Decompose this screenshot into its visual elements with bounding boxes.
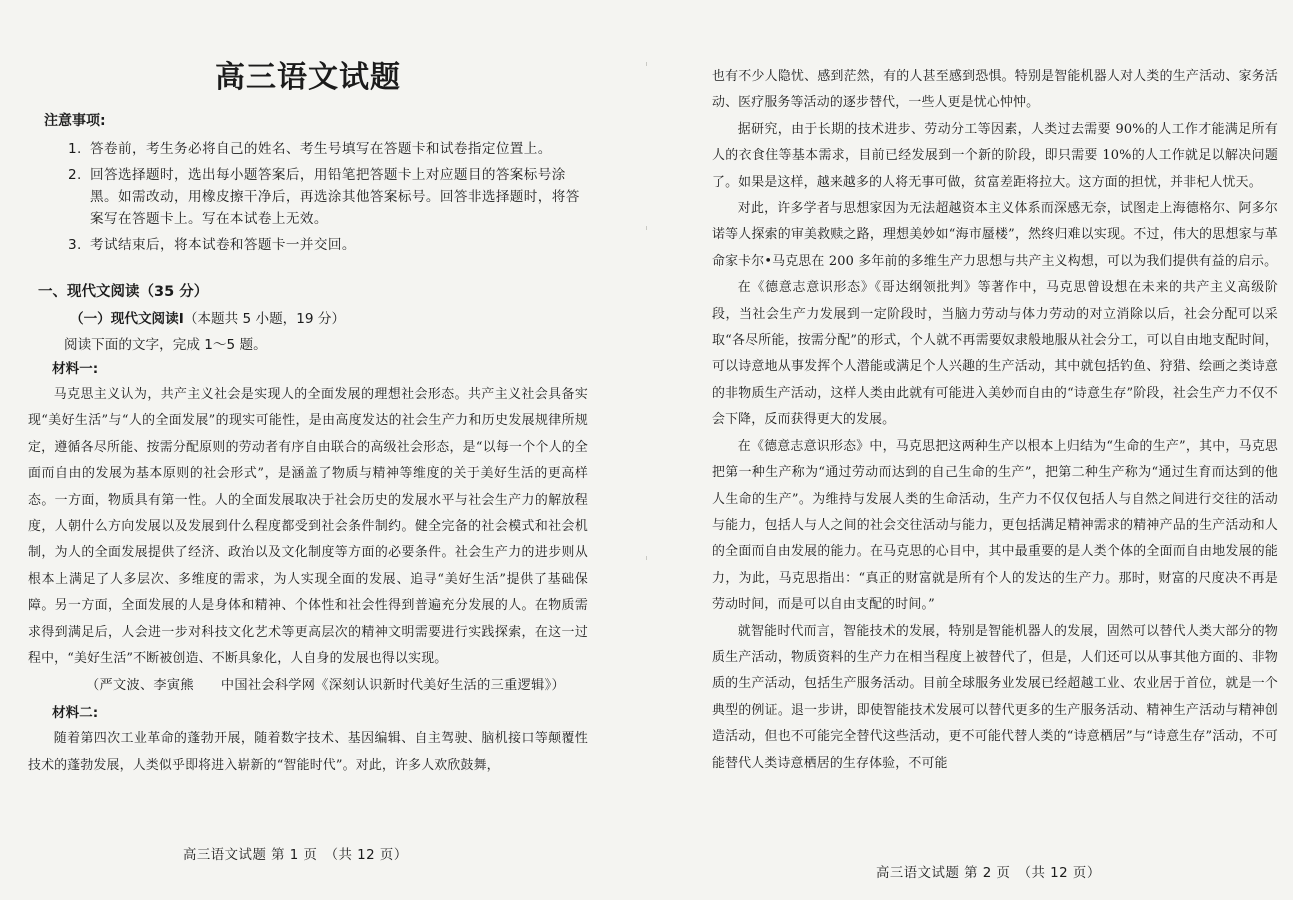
paragraph: 就智能时代而言，智能技术的发展，特别是智能机器人的发展，固然可以替代人类大部分的物质生产活动，物质资料的生产力在相当程度上被替代了，但是，人们还可以从事其他方面的、非物质的生产活动，包括生产服务活动。目前全球服务业发展已经超越工业、农业居于首位，就是一个典型的例证。退一步讲，即使智能技术发展可以替代更多的生产服务活动、精神生产活动与精神创造活动，但也不可能完全替代这些活动，更不可能代替人类的“诗意栖居”与“诗意生存”活动，不可能替代人类诗意栖居的生存体验，不可能 <box>712 623 1278 771</box>
fold-mark <box>646 62 647 66</box>
fold-mark <box>646 556 647 560</box>
notice-item <box>68 138 588 160</box>
material-1-label: 材料一: <box>52 361 99 377</box>
notice-text: 考试结束后，将本试卷和答题卡一并交回。 <box>90 237 356 253</box>
paragraph: 对此，许多学者与思想家因为无法超越资本主义体系而深感无奈，试图走上海德格尔、阿多尔诺等人探索的审美救赎之路，理想美妙如“海市蜃楼”，然终归难以实现。不过，伟大的思想家与革命家卡尔•马克思在 200 多年前的多维生产力思想与共产主义构想，可以为我们提供有益的启示。 <box>712 201 1278 269</box>
subsection-title: （一）现代文阅读Ⅰ <box>70 311 184 327</box>
exam-title: 高三语文试题 <box>215 60 401 95</box>
reading-instruction: 阅读下面的文字，完成 1～5 题。 <box>64 337 267 353</box>
notice-item <box>68 164 588 230</box>
material-1-text: 马克思主义认为，共产主义社会是实现人的全面发展的理想社会形态。共产主义社会具备实现“美好生活”与“人的全面发展”的现实可能性，是由高度发达的社会生产力和历史发展规律所规定，遵循各尽所能、按需分配原则的劳动者有序自由联合的高级社会形态，是“以每一个个人的全面而自由的发展为基本原则的社会形式”，是涵盖了物质与精神等维度的关于美好生活的更高样态。一方面，物质具有第一性。人的全面发展取决于社会历史的发展水平与社会生产力的解放程度，人朝什么方向发展以及发展到什么程度都受到社会条件制约。健全完备的社会模式和社会机制，为人的全面发展提供了经济、政治以及文化制度等方面的必要条件。社会生产力的进步则从根本上满足了人多层次、多维度的需求，为人实现全面的发展、追寻“美好生活”提供了基础保障。另一方面，全面发展的人是身体和精神、个体性和社会性得到普遍充分发展的人。在物质需求得到满足后，人会进一步对科技文化艺术等更高层次的精神文明需要进行实践探索，在这一过程中，“美好生活”不断被创造、不断具象化，人自身的发展也得以实现。 <box>28 387 588 667</box>
notice-text: 回答选择题时，选出每小题答案后，用铅笔把答题卡上对应题目的答案标号涂黑。如需改动，用橡皮擦干净后，再选涂其他答案标号。回答非选择题时，将答案写在答题卡上。写在本试卷上无效。 <box>90 167 580 227</box>
paragraph: 据研究，由于长期的技术进步、劳动分工等因素，人类过去需要 90%的人工作才能满足所有人的衣食住等基本需求，目前已经发展到一个新的阶段，即只需要 10%的人工作就足以解决问题了。如果是这样，越来越多的人将无事可做，贫富差距将拉大。这方面的担忧，并非杞人忧天。 <box>712 121 1278 190</box>
page-1 <box>28 0 588 900</box>
section-heading: 一、现代文阅读（35 分） <box>38 284 209 300</box>
notice-text: 答卷前，考生务必将自己的姓名、考生号填写在答题卡和试卷指定位置上。 <box>90 141 552 157</box>
notice-number: 1. <box>68 141 82 157</box>
notice-heading: 注意事项: <box>44 113 106 129</box>
paragraph: 在《德意志意识形态》中，马克思把这两种生产以根本上归结为“生命的生产”，其中，马克思把第一种生产称为“通过劳动而达到的自己生命的生产”，把第二种生产称为“通过生育而达到的他人生命的生产”。为维持与发展人类的生命活动，生产力不仅仅包括人与自然之间进行交往的活动与能力，包括人与人之间的社会交往活动与能力，更包括满足精神需求的精神产品的生产活动和人的全面而自由发展的能力。在马克思的心目中，其中最重要的是人类个体的全面而自由地发展的能力，为此，马克思指出：“真正的财富就是所有个人的发达的生产力。那时，财富的尺度决不再是劳动时间，而是可以自由支配的时间。” <box>712 438 1278 613</box>
paragraph: 也有不少人隐忧、感到茫然，有的人甚至感到恐惧。特别是智能机器人对人类的生产活动、家务活动、医疗服务等活动的逐步替代，一些人更是忧心忡忡。 <box>712 69 1278 111</box>
page-footer: 高三语文试题 第 1 页 （共 12 页） <box>183 848 408 863</box>
page-2 <box>712 0 1278 900</box>
subsection-heading <box>70 308 588 330</box>
material-2-label: 材料二: <box>52 705 99 722</box>
material-1-source: （严文波、李寅熊 中国社会科学网《深刻认识新时代美好生活的三重逻辑》） <box>86 678 565 694</box>
notice-item <box>68 234 588 256</box>
material-2-text: 随着第四次工业革命的蓬勃开展，随着数字技术、基因编辑、自主驾驶、脑机接口等颠覆性技术的蓬勃发展，人类似乎即将进入崭新的“智能时代”。对此，许多人欢欣鼓舞， <box>28 731 588 773</box>
notice-number: 3. <box>68 237 82 253</box>
notice-number: 2. <box>68 167 82 183</box>
paragraph: 在《德意志意识形态》《哥达纲领批判》等著作中，马克思曾设想在未来的共产主义高级阶段，当社会生产力发展到一定阶段时，当脑力劳动与体力劳动的对立消除以后，社会分配可以采取“各尽所能，按需分配”的形式，个人就不再需要奴隶般地服从社会分工，可以自由地支配时间，可以诗意地从事发挥个人潜能或满足个人兴趣的生产活动，其中就包括钓鱼、狩猎、绘画之类诗意的非物质生产活动，这样人类由此就有可能进入美妙而自由的“诗意生存”阶段，社会生产力不仅不会下降，反而获得更大的发展。 <box>712 280 1278 428</box>
page-footer: 高三语文试题 第 2 页 （共 12 页） <box>876 866 1101 881</box>
subsection-note: （本题共 5 小题，19 分） <box>183 311 346 327</box>
fold-mark <box>646 226 647 230</box>
